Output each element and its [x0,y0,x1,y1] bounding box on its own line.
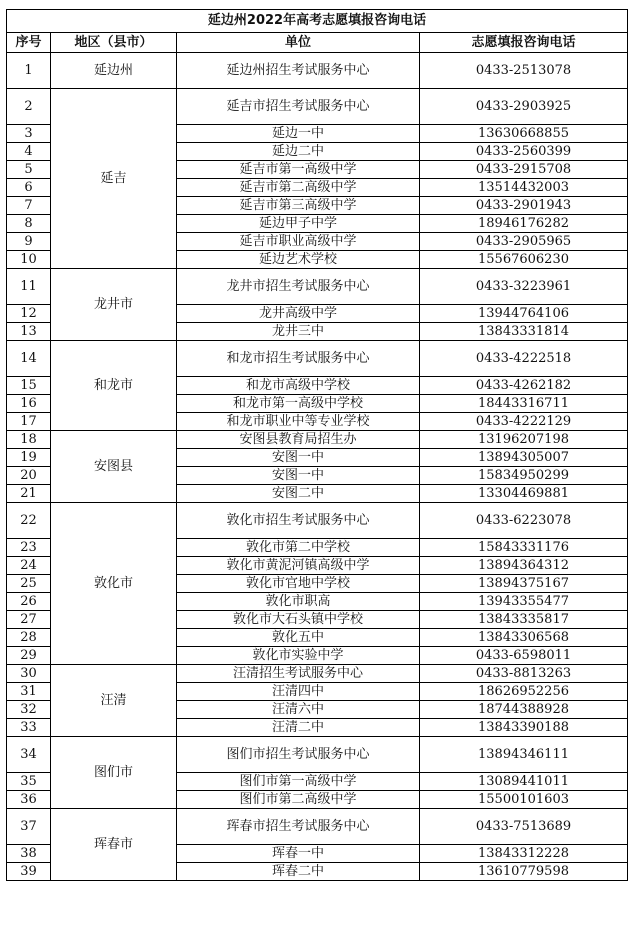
unit-name: 安图一中 [177,467,420,485]
row-number: 3 [7,125,51,143]
phone-number: 15843331176 [420,539,628,557]
phone-number: 0433-6223078 [420,503,628,539]
row-number: 10 [7,251,51,269]
unit-name: 珲春市招生考试服务中心 [177,809,420,845]
phone-number: 13894375167 [420,575,628,593]
phone-number: 18744388928 [420,701,628,719]
table-title: 延边州2022年高考志愿填报咨询电话 [6,9,628,32]
unit-name: 汪清四中 [177,683,420,701]
region-cell: 图们市 [51,737,177,809]
row-number: 37 [7,809,51,845]
row-number: 39 [7,863,51,881]
row-number: 4 [7,143,51,161]
unit-name: 图们市第二高级中学 [177,791,420,809]
row-number: 15 [7,377,51,395]
row-number: 29 [7,647,51,665]
unit-name: 珲春一中 [177,845,420,863]
unit-name: 和龙市职业中等专业学校 [177,413,420,431]
row-number: 35 [7,773,51,791]
unit-name: 敦化市实验中学 [177,647,420,665]
phone-number: 0433-4222129 [420,413,628,431]
phone-number: 13894364312 [420,557,628,575]
table-row [7,89,628,125]
unit-name: 敦化市官地中学校 [177,575,420,593]
phone-number: 15567606230 [420,251,628,269]
phone-number: 0433-3223961 [420,269,628,305]
unit-name: 延边州招生考试服务中心 [177,53,420,89]
row-number: 8 [7,215,51,233]
table-body [7,53,628,881]
unit-name: 汪清招生考试服务中心 [177,665,420,683]
phone-number: 13304469881 [420,485,628,503]
row-number: 16 [7,395,51,413]
phone-number: 18443316711 [420,395,628,413]
row-number: 20 [7,467,51,485]
phone-number: 13943355477 [420,593,628,611]
table-row [7,431,628,449]
table-row [7,503,628,539]
row-number: 28 [7,629,51,647]
unit-name: 和龙市第一高级中学校 [177,395,420,413]
row-number: 36 [7,791,51,809]
unit-name: 敦化市第二中学校 [177,539,420,557]
table-row [7,665,628,683]
unit-name: 延边甲子中学 [177,215,420,233]
phone-number: 0433-2915708 [420,161,628,179]
unit-name: 安图县教育局招生办 [177,431,420,449]
row-number: 22 [7,503,51,539]
phone-number: 0433-2905965 [420,233,628,251]
phone-number: 0433-4262182 [420,377,628,395]
unit-name: 龙井三中 [177,323,420,341]
row-number: 19 [7,449,51,467]
region-cell: 龙井市 [51,269,177,341]
unit-name: 龙井高级中学 [177,305,420,323]
phone-number: 13196207198 [420,431,628,449]
unit-name: 安图一中 [177,449,420,467]
region-cell: 延吉 [51,89,177,269]
unit-name: 和龙市招生考试服务中心 [177,341,420,377]
phone-number: 18626952256 [420,683,628,701]
unit-name: 敦化市职高 [177,593,420,611]
header-region: 地区（县市） [51,33,177,53]
unit-name: 延边二中 [177,143,420,161]
phone-number: 0433-4222518 [420,341,628,377]
unit-name: 敦化市招生考试服务中心 [177,503,420,539]
unit-name: 龙井市招生考试服务中心 [177,269,420,305]
phone-number: 13514432003 [420,179,628,197]
phone-number: 0433-2560399 [420,143,628,161]
phone-number: 0433-2903925 [420,89,628,125]
phone-number: 13843312228 [420,845,628,863]
table-row [7,737,628,773]
row-number: 2 [7,89,51,125]
row-number: 27 [7,611,51,629]
unit-name: 延边一中 [177,125,420,143]
phone-number: 0433-8813263 [420,665,628,683]
row-number: 26 [7,593,51,611]
phone-number: 13630668855 [420,125,628,143]
unit-name: 延吉市第一高级中学 [177,161,420,179]
unit-name: 敦化市大石头镇中学校 [177,611,420,629]
phone-number: 13843335817 [420,611,628,629]
unit-name: 敦化五中 [177,629,420,647]
row-number: 9 [7,233,51,251]
unit-name: 安图二中 [177,485,420,503]
header-no: 序号 [7,33,51,53]
unit-name: 珲春二中 [177,863,420,881]
region-cell: 汪清 [51,665,177,737]
row-number: 31 [7,683,51,701]
table-row [7,53,628,89]
phone-number: 13089441011 [420,773,628,791]
unit-name: 图们市第一高级中学 [177,773,420,791]
phone-number: 15834950299 [420,467,628,485]
header-unit: 单位 [177,33,420,53]
region-cell: 和龙市 [51,341,177,431]
unit-name: 延吉市招生考试服务中心 [177,89,420,125]
unit-name: 延吉市职业高级中学 [177,233,420,251]
phone-number: 13843331814 [420,323,628,341]
row-number: 18 [7,431,51,449]
table-row [7,269,628,305]
region-cell: 敦化市 [51,503,177,665]
row-number: 11 [7,269,51,305]
region-cell: 安图县 [51,431,177,503]
phone-number: 15500101603 [420,791,628,809]
phone-number: 13843390188 [420,719,628,737]
unit-name: 延吉市第三高级中学 [177,197,420,215]
phone-number: 13610779598 [420,863,628,881]
row-number: 7 [7,197,51,215]
phone-number: 13843306568 [420,629,628,647]
table-row [7,809,628,845]
unit-name: 延边艺术学校 [177,251,420,269]
unit-name: 和龙市高级中学校 [177,377,420,395]
row-number: 34 [7,737,51,773]
phone-number: 0433-6598011 [420,647,628,665]
phone-number: 0433-2513078 [420,53,628,89]
header-row [7,33,628,53]
phone-number: 0433-2901943 [420,197,628,215]
row-number: 21 [7,485,51,503]
row-number: 30 [7,665,51,683]
unit-name: 汪清六中 [177,701,420,719]
row-number: 14 [7,341,51,377]
unit-name: 延吉市第二高级中学 [177,179,420,197]
row-number: 32 [7,701,51,719]
row-number: 17 [7,413,51,431]
region-cell: 延边州 [51,53,177,89]
row-number: 13 [7,323,51,341]
row-number: 1 [7,53,51,89]
region-cell: 珲春市 [51,809,177,881]
contact-table [6,9,628,881]
row-number: 5 [7,161,51,179]
row-number: 23 [7,539,51,557]
unit-name: 汪清二中 [177,719,420,737]
header-phone: 志愿填报咨询电话 [420,33,628,53]
row-number: 6 [7,179,51,197]
phone-number: 13894305007 [420,449,628,467]
table-row [7,341,628,377]
row-number: 24 [7,557,51,575]
row-number: 33 [7,719,51,737]
row-number: 25 [7,575,51,593]
phone-number: 13894346111 [420,737,628,773]
phone-number: 13944764106 [420,305,628,323]
row-number: 12 [7,305,51,323]
phone-number: 0433-7513689 [420,809,628,845]
phone-number: 18946176282 [420,215,628,233]
unit-name: 图们市招生考试服务中心 [177,737,420,773]
row-number: 38 [7,845,51,863]
unit-name: 敦化市黄泥河镇高级中学 [177,557,420,575]
